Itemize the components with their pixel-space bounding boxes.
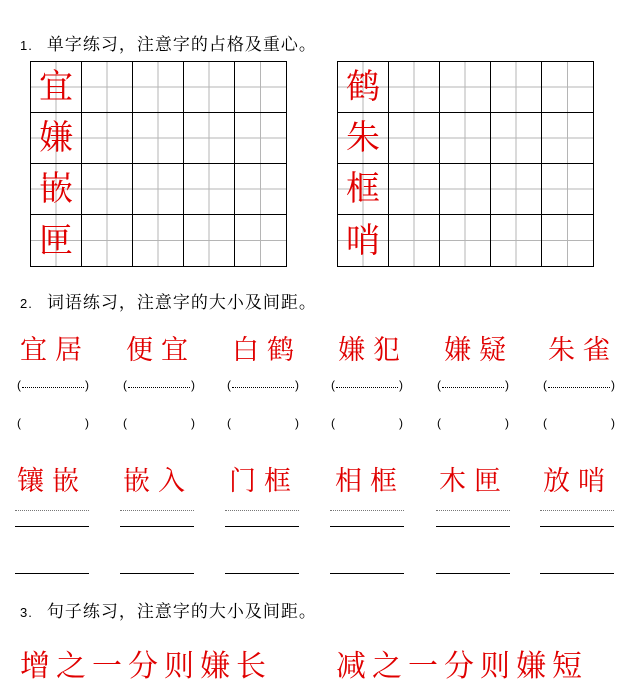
practice-word: 嫌犯 (338, 335, 408, 366)
grid-cell (31, 113, 82, 164)
grid-cell (184, 215, 235, 266)
practice-word: 便宜 (126, 335, 196, 366)
answer-blank: ( ) (331, 416, 403, 430)
section3-number: 3. (20, 605, 33, 620)
grid-cell (389, 62, 440, 113)
grid-cell (133, 62, 184, 113)
answer-blank: ( ) (543, 416, 615, 430)
section1-title (20, 30, 317, 55)
grid-cell (235, 164, 286, 215)
pinyin-blank: ( ) (227, 378, 299, 392)
writing-line (540, 573, 614, 574)
grid-cell (542, 62, 593, 113)
practice-word: 宜居 (20, 335, 90, 366)
grid-cell (491, 164, 542, 215)
pinyin-blank: ( ) (543, 378, 615, 392)
grid-cell (82, 113, 133, 164)
answer-blank: ( ) (227, 416, 299, 430)
grid-cell (31, 62, 82, 113)
practice-sentence: 减之一分则嫌短 (336, 649, 588, 684)
practice-word: 镶嵌 (17, 466, 87, 497)
grid-cell (184, 113, 235, 164)
grid-cell (542, 215, 593, 266)
pinyin-blank: ( ) (331, 378, 403, 392)
grid-cell (542, 164, 593, 215)
writing-line (330, 573, 404, 574)
grid-cell (133, 113, 184, 164)
grid-cell (235, 215, 286, 266)
grid-cell (235, 62, 286, 113)
writing-line (330, 526, 404, 527)
grid-cell (31, 164, 82, 215)
section1-text: 单字练习，注意字的占格及重心。 (46, 35, 317, 55)
grid-cell (389, 113, 440, 164)
section1-number: 1. (20, 38, 33, 53)
answer-blank: ( ) (17, 416, 89, 430)
grid-char: 鹤 (346, 67, 380, 107)
section2-number: 2. (20, 296, 33, 311)
pinyin-blank: ( ) (437, 378, 509, 392)
answer-blank: ( ) (123, 416, 195, 430)
grid-cell (491, 62, 542, 113)
section3-text: 句子练习，注意字的大小及间距。 (46, 602, 317, 622)
writing-line (225, 526, 299, 527)
grid-cell (338, 164, 389, 215)
grid-cell (133, 164, 184, 215)
practice-word: 嫌疑 (444, 335, 514, 366)
grid-cell (82, 215, 133, 266)
writing-line (15, 573, 89, 574)
pinyin-blank: ( ) (17, 378, 89, 392)
grid-cell (491, 215, 542, 266)
guide-line (15, 510, 89, 511)
grid-cell (82, 62, 133, 113)
answer-blank: ( ) (437, 416, 509, 430)
writing-line (225, 573, 299, 574)
writing-line (120, 573, 194, 574)
grid-char: 哨 (346, 220, 380, 261)
grid-cell (338, 215, 389, 266)
grid-char: 宜 (39, 67, 73, 107)
section2-title (20, 288, 317, 313)
guide-line (330, 510, 404, 511)
practice-grid-right (337, 61, 594, 267)
guide-line (540, 510, 614, 511)
guide-line (225, 510, 299, 511)
grid-cell (440, 215, 491, 266)
grid-cell (338, 62, 389, 113)
practice-word: 放哨 (543, 466, 613, 497)
grid-cell (338, 113, 389, 164)
writing-line (436, 573, 510, 574)
grid-cell (184, 62, 235, 113)
grid-cell (389, 215, 440, 266)
grid-cell (184, 164, 235, 215)
grid-char: 匣 (39, 220, 73, 261)
guide-line (436, 510, 510, 511)
grid-char: 朱 (346, 118, 380, 158)
grid-cell (491, 113, 542, 164)
section2-text: 词语练习，注意字的大小及间距。 (46, 293, 317, 313)
practice-grid-left (30, 61, 287, 267)
grid-char: 嫌 (39, 118, 73, 158)
writing-line (120, 526, 194, 527)
practice-word: 白鹤 (232, 335, 302, 366)
grid-cell (82, 164, 133, 215)
grid-cell (235, 113, 286, 164)
grid-cell (133, 215, 184, 266)
grid-cell (31, 215, 82, 266)
practice-word: 相框 (335, 466, 405, 497)
grid-cell (389, 164, 440, 215)
practice-word: 朱雀 (548, 335, 618, 366)
guide-line (120, 510, 194, 511)
practice-sentence: 增之一分则嫌长 (20, 649, 272, 684)
grid-cell (440, 62, 491, 113)
practice-word: 木匣 (439, 466, 509, 497)
pinyin-blank: ( ) (123, 378, 195, 392)
grid-char: 框 (346, 169, 380, 209)
writing-line (15, 526, 89, 527)
grid-char: 嵌 (39, 169, 73, 209)
grid-cell (440, 113, 491, 164)
writing-line (540, 526, 614, 527)
section3-title (20, 597, 317, 622)
grid-cell (542, 113, 593, 164)
practice-word: 嵌入 (123, 466, 193, 497)
grid-cell (440, 164, 491, 215)
writing-line (436, 526, 510, 527)
practice-word: 门框 (229, 466, 299, 497)
